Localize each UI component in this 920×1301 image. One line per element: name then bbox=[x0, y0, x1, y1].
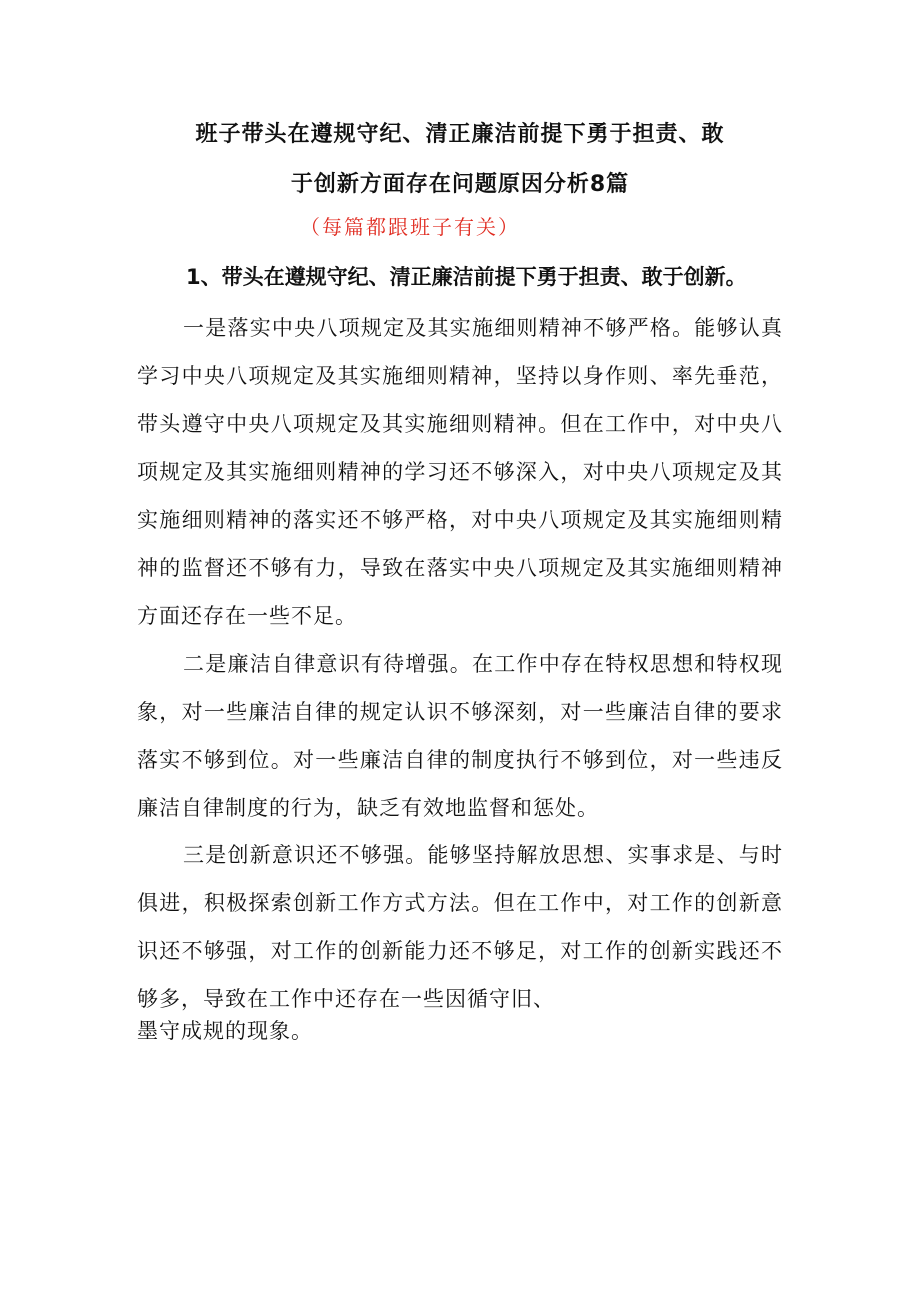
document-title-line-2: 于创新方面存在问题原因分析8篇 bbox=[290, 172, 630, 197]
document-title-line-1: 班子带头在遵规守纪、清正廉洁前提下勇于担责、敢 bbox=[195, 122, 725, 147]
document-subtitle-note: （每篇都跟班子有关） bbox=[300, 215, 520, 239]
paragraph-1: 一是落实中央八项规定及其实施细则精神不够严格。能够认真学习中央八项规定及其实施细则精神，坚持以身作则、率先垂范，带头遵守中央八项规定及其实施细则精神。但在工作中，对中央八项规定及其实施细则精神的学习还不够深入，对中央八项规定及其实施细则精神的落实还不够严格，对中央八项规定及其实施细则精神的监督还不够有力，导致在落实中央八项规定及其实施细则精神方面还存在一些不足。 bbox=[137, 316, 783, 628]
paragraph-3: 三是创新意识还不够强。能够坚持解放思想、实事求是、与时俱进，积极探索创新工作方式方法。但在工作中，对工作的创新意识还不够强，对工作的创新能力还不够足，对工作的创新实践还不够多，导致在工作中还存在一些因循守旧、 bbox=[137, 843, 783, 1011]
paragraph-2: 二是廉洁自律意识有待增强。在工作中存在特权思想和特权现象，对一些廉洁自律的规定认识不够深刻，对一些廉洁自律的要求落实不够到位。对一些廉洁自律的制度执行不够到位，对一些违反廉洁自律制度的行为，缺乏有效地监督和惩处。 bbox=[137, 652, 783, 820]
section-heading: 1、带头在遵规守纪、清正廉洁前提下勇于担责、敢于创新。 bbox=[186, 265, 747, 289]
paragraph-3-tail: 墨守成规的现象。 bbox=[137, 1019, 313, 1043]
